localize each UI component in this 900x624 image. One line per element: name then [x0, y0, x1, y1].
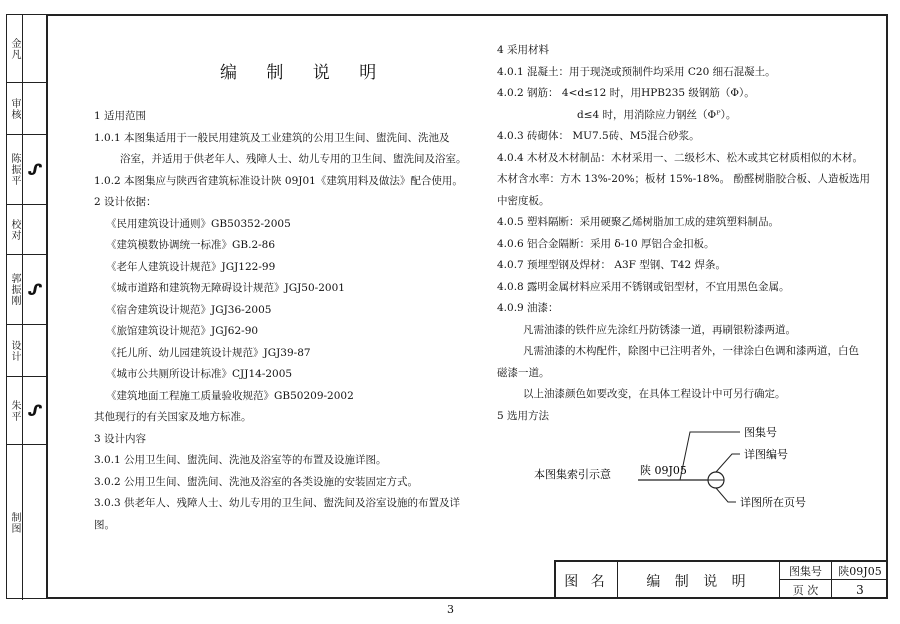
paragraph: 其他现行的有关国家及地方标准。	[94, 411, 252, 423]
strip-label: 朱平	[7, 377, 23, 444]
left-column	[94, 106, 474, 536]
page-title: 编 制 说 明	[220, 63, 389, 83]
signature: ᔑ	[26, 160, 44, 179]
paragraph: 4.0.8 露明金属材料应采用不锈钢或铝型材，不宜用黑色金属。	[497, 280, 790, 293]
atlas-label: 图集号	[780, 562, 832, 580]
paragraph: 磁漆一道。	[497, 366, 550, 379]
reference-item: 《民用建筑设计通则》GB50352-2005	[106, 217, 291, 230]
paragraph: 1.0.1 本图集适用于一般民用建筑及工业建筑的公用卫生间、盥洗间、洗池及	[94, 131, 450, 144]
paragraph: 4.0.1 混凝土：用于现浇或预制件均采用 C20 细石混凝土。	[497, 65, 776, 78]
reference-item: 《建筑地面工程施工质量验收规范》GB50209-2002	[106, 389, 354, 402]
reference-item: 《城市道路和建筑物无障碍设计规范》JGJ50-2001	[106, 282, 345, 294]
index-diagram	[500, 420, 860, 530]
section-heading: 4 采用材料	[497, 44, 550, 56]
paragraph: 图。	[94, 518, 115, 531]
strip-label: 校对	[7, 205, 23, 254]
section-heading: 2 设计依据：	[94, 196, 157, 208]
strip-cell	[7, 325, 47, 377]
page-value: 3	[856, 582, 864, 597]
title-block	[554, 560, 888, 599]
strip-label: 设计	[7, 325, 23, 376]
paragraph: 木材含水率：方木 13%-20%；板材 15%-18%。 酚醛树脂胶合板、人造板选用	[497, 173, 870, 185]
label-atlas-number: 图集号	[744, 426, 777, 439]
paragraph: 3.0.2 公用卫生间、盥洗间、洗池及浴室的各类设施的安装固定方式。	[94, 475, 419, 488]
section-heading: 3 设计内容	[94, 432, 147, 445]
label-detail-number: 详图编号	[744, 448, 788, 461]
paragraph: 中密度板。	[497, 194, 550, 207]
paragraph: 3.0.3 供老年人、残障人士、幼儿专用的卫生间、盥洗间及浴室设施的布置及详	[94, 497, 461, 509]
leader-line	[716, 454, 740, 472]
paragraph: 浴室，并适用于供老年人、残障人士、幼儿专用的卫生间、盥洗间及浴室。	[120, 153, 467, 165]
strip-cell	[7, 83, 47, 135]
page-label: 页 次	[780, 580, 832, 599]
leader-line	[680, 432, 740, 480]
strip-label: 金凡	[7, 15, 23, 82]
paragraph: 4.0.9 油漆：	[497, 302, 559, 314]
reference-item: 《老年人建筑设计规范》JGJ122-99	[106, 260, 276, 273]
paragraph: 4.0.2 钢筋： 4<d≤12 时，用HPB235 级钢筋（Φ）。	[497, 87, 755, 99]
paragraph: 4.0.3 砖砌体： MU7.5砖、M5混合砂浆。	[497, 130, 700, 142]
signature-strip	[6, 14, 46, 599]
signature: ᔑ	[26, 280, 44, 299]
reference-item: 《旅馆建筑设计规范》JGJ62-90	[106, 325, 259, 337]
atlas-code: 陕 09J05	[640, 464, 687, 477]
title-block-name: 编 制 说 明	[618, 562, 780, 599]
section-heading: 1 适用范围	[94, 110, 147, 122]
paragraph: 4.0.7 预埋型钢及焊材： A3F 型钢、T42 焊条。	[497, 259, 726, 271]
signature: ᔑ	[26, 401, 44, 420]
paragraph: 凡需油漆的铁件应先涂红丹防锈漆一道，再刷银粉漆两道。	[523, 323, 796, 336]
strip-cell	[7, 205, 47, 255]
reference-item: 《宿舍建筑设计规范》JGJ36-2005	[106, 303, 272, 316]
strip-cell	[7, 15, 47, 83]
strip-label: 制图	[7, 445, 23, 600]
strip-label: 陈振平	[7, 135, 23, 204]
atlas-number: 陕09J05	[832, 562, 888, 580]
paragraph: 以上油漆颜色如要改变，在具体工程设计中可另行确定。	[523, 388, 786, 400]
strip-label: 郭振刚	[7, 255, 23, 324]
paragraph: 4.0.4 木材及木材制品：木材采用一、二级杉木、松木或其它材质相似的木材。	[497, 151, 864, 164]
paragraph: 4.0.5 塑料隔断：采用硬聚乙烯树脂加工成的建筑塑料制品。	[497, 216, 780, 228]
page-number: 3	[447, 603, 454, 616]
paragraph: 3.0.1 公用卫生间、盥洗间、洗池及浴室等的布置及设施详图。	[94, 454, 387, 466]
paragraph: 4.0.6 铝合金隔断：采用 δ-10 厚铝合金扣板。	[497, 237, 715, 250]
reference-item: 《建筑模数协调统一标准》GB.2-86	[106, 239, 276, 251]
strip-cell	[7, 255, 47, 325]
diagram-caption: 本图集索引示意	[534, 468, 611, 481]
right-column	[497, 40, 870, 427]
label-detail-page: 详图所在页号	[740, 496, 806, 509]
strip-cell	[7, 377, 47, 445]
strip-label: 审核	[7, 83, 23, 134]
reference-item: 《城市公共厕所设计标准》CJJ14-2005	[106, 368, 293, 380]
paragraph: d≤4 时，用消除应力钢丝（Φᴾ）。	[577, 108, 737, 121]
paragraph: 凡需油漆的木构配件，除图中已注明者外，一律涂白色调和漆两道，白色	[523, 345, 859, 357]
title-block-label: 图 名	[556, 562, 618, 599]
paragraph: 1.0.2 本图集应与陕西省建筑标准设计陕 09J01《建筑用料及做法》配合使用。	[94, 174, 463, 187]
reference-item: 《托儿所、幼儿园建筑设计规范》JGJ39-87	[106, 346, 311, 359]
strip-cell	[7, 135, 47, 205]
strip-cell	[7, 445, 47, 600]
section-heading: 5 选用方法	[497, 409, 550, 422]
leader-line	[716, 488, 736, 502]
